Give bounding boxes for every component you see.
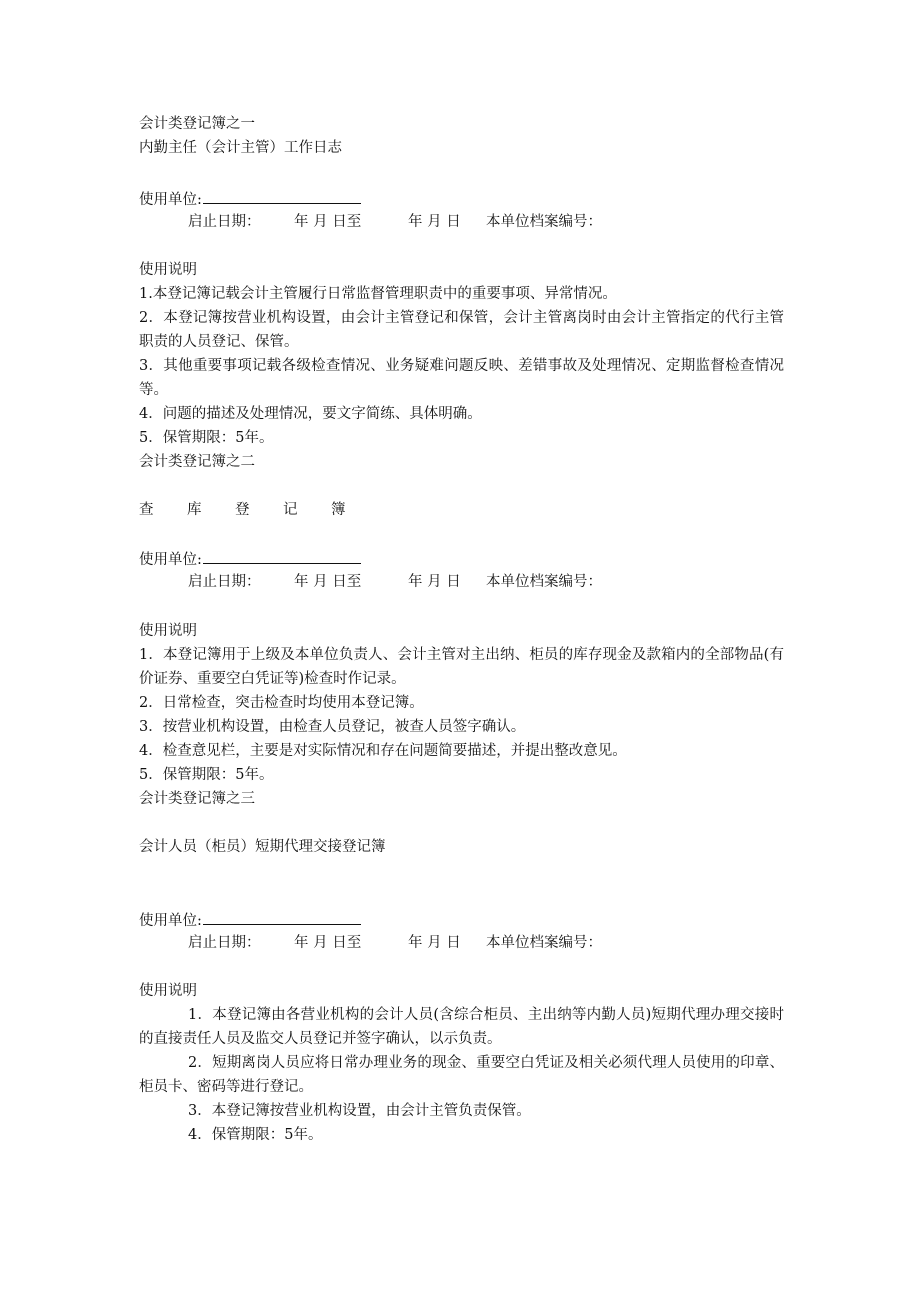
section2-instructions-title: 使用说明 (139, 623, 197, 639)
archive-number-label: 本单位档案编号： (486, 214, 602, 230)
date-to: 年 月 日 (408, 214, 461, 230)
section2-item: 2．日常检查，突击检查时均使用本登记簿。 (139, 695, 424, 711)
unit-label: 使用单位: (139, 913, 202, 929)
date-from: 年 月 日至 (294, 214, 362, 230)
section1-item: 5．保管期限：5年。 (139, 430, 274, 446)
section2-title (139, 500, 379, 520)
section3-unit-line (139, 909, 361, 929)
section1-item: 4．问题的描述及处理情况，要文字简练、具体明确。 (139, 406, 482, 422)
title-char: 记 (283, 502, 298, 518)
date-from: 年 月 日至 (294, 935, 362, 951)
section3-item: 2．短期离岗人员应将日常办理业务的现金、重要空白凭证及相关必须代理人员使用的印章、柜员卡、密码等进行登记。 (139, 1055, 784, 1095)
section2-item: 1．本登记簿用于上级及本单位负责人、会计主管对主出纳、柜员的库存现金及款箱内的全部物品(有价证券、重要空白凭证等)检查时作记录。 (139, 647, 784, 687)
date-to: 年 月 日 (408, 935, 461, 951)
title-char: 库 (187, 502, 202, 518)
section1-date-line (188, 212, 602, 232)
section1-item: 2．本登记簿按营业机构设置，由会计主管登记和保管，会计主管离岗时由会计主管指定的代行主管职责的人员登记、保管。 (139, 310, 784, 350)
unit-blank (203, 188, 361, 204)
unit-blank (203, 909, 361, 925)
date-start-label: 启止日期： (188, 935, 261, 951)
section1-title: 内勤主任（会计主管）工作日志 (139, 140, 342, 156)
section1-unit-line (139, 188, 361, 208)
section1-instructions-title: 使用说明 (139, 262, 197, 278)
title-char: 登 (235, 502, 250, 518)
section3-item: 3．本登记簿按营业机构设置，由会计主管负责保管。 (188, 1103, 531, 1119)
section3-title: 会计人员（柜员）短期代理交接登记簿 (139, 839, 386, 855)
section3-date-line (188, 933, 602, 953)
section1-item: 1.本登记簿记载会计主管履行日常监督管理职责中的重要事项、异常情况。 (139, 286, 617, 302)
section3-heading: 会计类登记簿之三 (139, 791, 255, 807)
date-to: 年 月 日 (408, 574, 461, 590)
section2-item: 3．按营业机构设置，由检查人员登记，被查人员签字确认。 (139, 719, 526, 735)
section2-item: 5．保管期限：5年。 (139, 767, 274, 783)
title-char: 查 (139, 502, 154, 518)
section3-item: 1．本登记簿由各营业机构的会计人员(含综合柜员、主出纳等内勤人员)短期代理办理交接时的直接责任人员及监交人员登记并签字确认，以示负责。 (139, 1007, 784, 1047)
date-start-label: 启止日期： (188, 214, 261, 230)
unit-blank (203, 548, 361, 564)
section2-unit-line (139, 548, 361, 568)
section2-date-line (188, 572, 602, 592)
unit-label: 使用单位: (139, 192, 202, 208)
archive-number-label: 本单位档案编号： (486, 574, 602, 590)
title-char: 簿 (331, 502, 346, 518)
section1-heading: 会计类登记簿之一 (139, 116, 255, 132)
section3-instructions-title: 使用说明 (139, 983, 197, 999)
unit-label: 使用单位: (139, 552, 202, 568)
section1-item: 3．其他重要事项记载各级检查情况、业务疑难问题反映、差错事故及处理情况、定期监督检查情况等。 (139, 358, 784, 398)
date-from: 年 月 日至 (294, 574, 362, 590)
section2-heading: 会计类登记簿之二 (139, 454, 255, 470)
section2-item: 4．检查意见栏，主要是对实际情况和存在问题简要描述，并提出整改意见。 (139, 743, 627, 759)
section3-item: 4．保管期限：5年。 (188, 1127, 323, 1143)
date-start-label: 启止日期： (188, 574, 261, 590)
archive-number-label: 本单位档案编号： (486, 935, 602, 951)
